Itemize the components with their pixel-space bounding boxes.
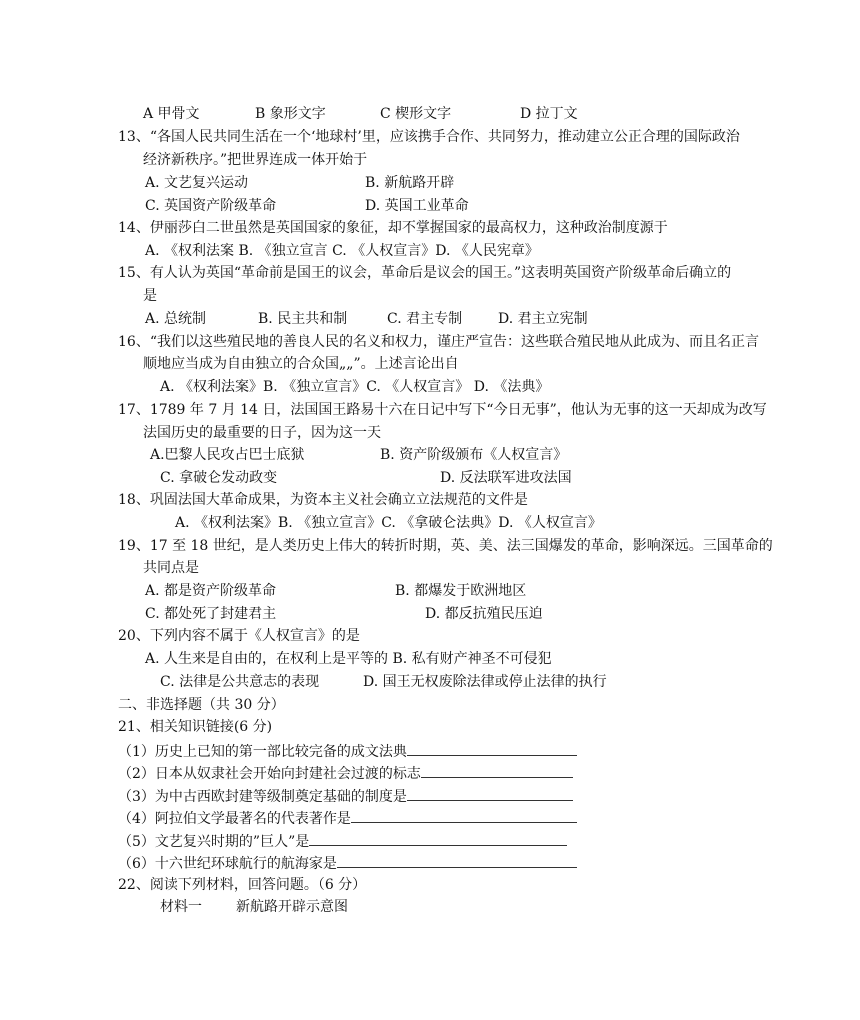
q13-stem-line2: 经济新秩序。”把世界连成一体开始于 [143, 152, 368, 168]
q12-option-a: A 甲骨文 [143, 106, 200, 122]
answer-blank[interactable] [351, 808, 577, 823]
q15-option-c: C. 君主专制 [387, 311, 463, 327]
q13-option-c: C. 英国资产阶级革命 [145, 198, 277, 214]
q21-item-6 [118, 853, 577, 873]
q15-stem-line1: 15、有人认为英国“革命前是国王的议会，革命后是议会的国王。”这表明英国资产阶级革命后确立的 [118, 265, 732, 281]
q17-stem-line1: 17、1789 年 7 月 14 日，法国国王路易十六在日记中写下“今日无事”，他认为无事的这一天却成为改写 [118, 402, 767, 418]
q21-item-label: （2）日本从奴隶社会开始向封建社会过渡的标志 [118, 766, 421, 782]
answer-blank[interactable] [421, 763, 573, 778]
q20-options-ab: A. 人生来是自由的，在权利上是平等的 B. 私有财产神圣不可侵犯 [145, 651, 552, 667]
q21-item-5 [118, 831, 567, 851]
q17-option-d: D. 反法联军进攻法国 [440, 470, 572, 486]
q13-option-b: B. 新航路开辟 [365, 175, 455, 191]
q17-stem-line2: 法国历史的最重要的日子，因为这一天 [143, 425, 381, 441]
q17-option-c: C. 拿破仑发动政变 [160, 470, 278, 486]
q17-option-a: A.巴黎人民攻占巴士底狱 [150, 447, 305, 463]
q21-item-label: （5）文艺复兴时期的”巨人”是 [118, 834, 310, 850]
q15-option-b: B. 民主共和制 [258, 311, 348, 327]
q21-item-label: （1）历史上已知的第一部比较完备的成文法典 [118, 744, 407, 760]
q13-option-a: A. 文艺复兴运动 [145, 175, 249, 191]
q17-option-b: B. 资产阶级颁布《人权宣言》 [380, 447, 568, 463]
q12-option-d: D 拉丁文 [520, 106, 578, 122]
q21-item-label: （4）阿拉伯文学最著名的代表著作是 [118, 811, 351, 827]
q15-stem-line2: 是 [143, 288, 157, 304]
q19-option-b: B. 都爆发于欧洲地区 [395, 583, 527, 599]
q21-item-2 [118, 763, 573, 783]
answer-blank[interactable] [309, 831, 567, 846]
q21-item-label: （6）十六世纪环球航行的航海家是 [118, 856, 337, 872]
answer-blank[interactable] [337, 853, 577, 868]
q16-stem-line1: 16、“我们以这些殖民地的善良人民的名义和权力，谨庄严宣告：这些联合殖民地从此成为、而且名正言 [118, 334, 759, 350]
q20-stem: 20、下列内容不属于《人权宣言》的是 [118, 628, 360, 644]
section-heading-non-choice: 二、非选择题（共 30 分） [118, 697, 285, 713]
q19-stem-line2: 共同点是 [143, 560, 199, 576]
q21-title: 21、相关知识链接(6 分) [118, 719, 273, 735]
q19-option-a: A. 都是资产阶级革命 [145, 583, 277, 599]
q19-option-c: C. 都处死了封建君主 [145, 606, 277, 622]
q21-item-1 [118, 741, 577, 761]
q18-options: A. 《权利法案》B. 《独立宣言》C. 《拿破仑法典》D. 《人权宣言》 [175, 515, 602, 531]
q12-option-b: B 象形文字 [255, 106, 326, 122]
q14-options: A. 《权利法案 B. 《独立宣言 C. 《人权宣言》D. 《人民宪章》 [145, 243, 539, 259]
q20-option-d: D. 国王无权废除法律或停止法律的执行 [363, 674, 607, 690]
answer-blank[interactable] [407, 786, 573, 801]
q20-option-c: C. 法律是公共意志的表现 [160, 674, 320, 690]
q19-option-d: D. 都反抗殖民压迫 [425, 606, 543, 622]
q21-item-3 [118, 786, 573, 806]
answer-blank[interactable] [407, 741, 577, 756]
q15-option-a: A. 总统制 [145, 311, 207, 327]
q16-options: A. 《权利法案》B. 《独立宣言》C. 《人权宣言》 D. 《法典》 [160, 379, 550, 395]
q16-stem-line2: 顺地应当成为自由独立的合众国„„”。上述言论出自 [143, 356, 459, 372]
q22-material-label: 材料一 [160, 899, 202, 915]
q13-stem-line1: 13、“各国人民共同生活在一个‘地球村’里，应该携手合作、共同努力，推动建立公正合理的国际政治 [118, 129, 740, 145]
q22-material-title: 新航路开辟示意图 [236, 899, 348, 915]
q12-option-c: C 楔形文字 [380, 106, 452, 122]
q14-stem: 14、伊丽莎白二世虽然是英国国家的象征，却不掌握国家的最高权力，这种政治制度源于 [118, 220, 668, 236]
q21-item-4 [118, 808, 577, 828]
q22-title: 22、阅读下列材料，回答问题。（6 分） [118, 877, 367, 893]
q21-item-label: （3）为中古西欧封建等级制奠定基础的制度是 [118, 789, 407, 805]
q19-stem-line1: 19、17 至 18 世纪，是人类历史上伟大的转折时期，英、美、法三国爆发的革命，影响深远。三国革命的 [118, 538, 773, 554]
q18-stem: 18、巩固法国大革命成果，为资本主义社会确立立法规范的文件是 [118, 492, 528, 508]
q13-option-d: D. 英国工业革命 [365, 198, 469, 214]
q15-option-d: D. 君主立宪制 [498, 311, 588, 327]
